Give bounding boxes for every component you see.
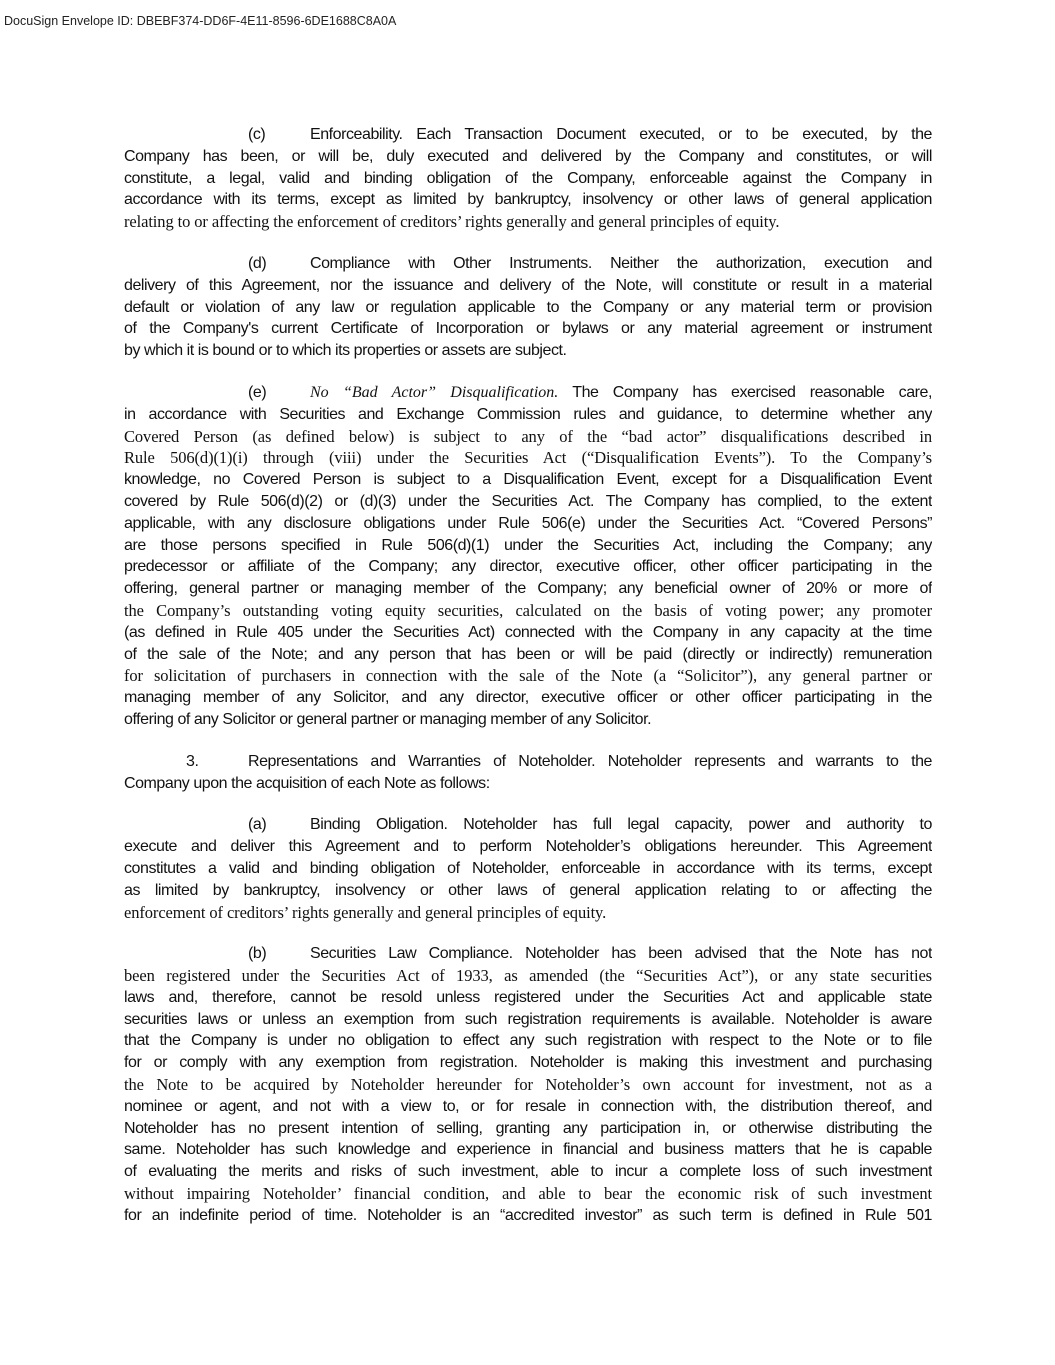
section-e-bad-actor: (e) No “Bad Actor” Disqualification. The Company has exercised reasonable care, in accordance with Securities and Exchange Commission rules and guidance, to determine whether any Covered Person (as defined below) is subject to any of the “bad actor” disqualifications described in Rule 506(d)(1)(i) through (viii) under the Securities Act (“Disqualification Events”). To the Company’s knowledge, no Covered Person is subject to a Disqualification Event, except for a Disqualification Event covered by Rule 506(d)(2) or (d)(3) under the Securities Act. The Company has complied, to the extent applicable, with any disclosure obligations under Rule 506(e) under the Securities Act. “Covered Persons” are those persons specified in Rule 506(d)(1) under the Securities Act, including the Company; any predecessor or affiliate of the Company; any director, executive officer, other officer participating in the offering, general partner or managing member of the Company; any beneficial owner of 20% or more of the Company’s outstanding voting equity securities, calculated on the basis of voting power; any promoter (as defined in Rule 405 under the Securities Act) connected with the Company in any capacity at the time of the sale of the Note; and any person that has been or will be paid (directly or indirectly) remuneration for solicitation of purchasers in connection with the sale of the Note (a “Solicitor”), any general partner or managing member of any Solicitor, and any director, executive officer or other officer participating in the offering of any Solicitor or general partner or managing member of any Solicitor. xyxy=(124,383,932,728)
section-marker: (b) xyxy=(248,945,267,963)
section-marker: 3. xyxy=(186,752,199,770)
docusign-envelope-id: DocuSign Envelope ID: DBEBF374-DD6F-4E11-8596-6DE1688C8A0A xyxy=(4,14,397,28)
section-marker: (c) xyxy=(248,126,266,143)
section-d-compliance: (d) Compliance with Other Instruments. Neither the authorization, execution and delivery of this Agreement, nor the issuance and delivery of the Note, will constitute or result in a material default or violation of any law or regulation applicable to the Company or any material term or provision of the Company's current Certificate of Incorporation or bylaws or any material agreement or instrument by which it is bound or to which its properties or assets are subject. xyxy=(124,254,932,360)
section-marker: (d) xyxy=(248,254,267,272)
section-b-securities-law: (b) Securities Law Compliance. Noteholder has been advised that the Note has not been registered under the Securities Act of 1933, as amended (the “Securities Act”), or any state securities laws and, therefore, cannot be resold unless registered under the Securities Act and applicable state securities laws or unless an exemption from such registration requirements is available. Noteholder is aware that the Company is under no obligation to effect any such registration with respect to the Note or to file for or comply with any exemption from registration. Noteholder is making this investment and purchasing the Note to be acquired by Noteholder hereunder for Noteholder’s own account for investment, not as a nominee or agent, and not with a view to, or for resale in connection with, the distribution thereof, and Noteholder has no present intention of selling, granting any participation in, or otherwise distributing the same. Noteholder has such knowledge and experience in financial and business matters that he is capable of evaluating the merits and risks of such investment, able to incur a complete loss of such investment without impairing Noteholder’ financial condition, and able to bear the economic risk of such investment for an indefinite period of time. Noteholder is an “accredited investor” as such term is defined in Rule 501 xyxy=(124,945,932,1224)
section-a-binding-obligation: (a) Binding Obligation. Noteholder has full legal capacity, power and authority to execute and deliver this Agreement and to perform Noteholder’s obligations hereunder. This Agreement constitutes a valid and binding obligation of Noteholder, enforceable in accordance with its terms, except as limited by bankruptcy, insolvency or other laws of general application relating to or affecting the enforcement of creditors’ rights generally and general principles of equity. xyxy=(124,816,932,922)
section-marker: (e) xyxy=(248,383,267,401)
section-marker: (a) xyxy=(248,816,267,834)
document-page xyxy=(124,124,932,1247)
section-heading: No “Bad Actor” Disqualification. xyxy=(310,383,559,401)
section-3-representations: 3. Representations and Warranties of Noteholder. Noteholder represents and warrants to the Company upon the acquisition of each Note as follows: xyxy=(124,752,932,792)
section-c-enforceability: (c) Enforceability. Each Transaction Document executed, or to be executed, by the Company has been, or will be, duly executed and delivered by the Company and constitutes, or will constitute, a legal, valid and binding obligation of the Company, enforceable against the Company in accordance with its terms, except as limited by bankruptcy, insolvency or other laws of general application relating to or affecting the enforcement of creditors’ rights generally and general principles of equity. xyxy=(124,126,932,232)
